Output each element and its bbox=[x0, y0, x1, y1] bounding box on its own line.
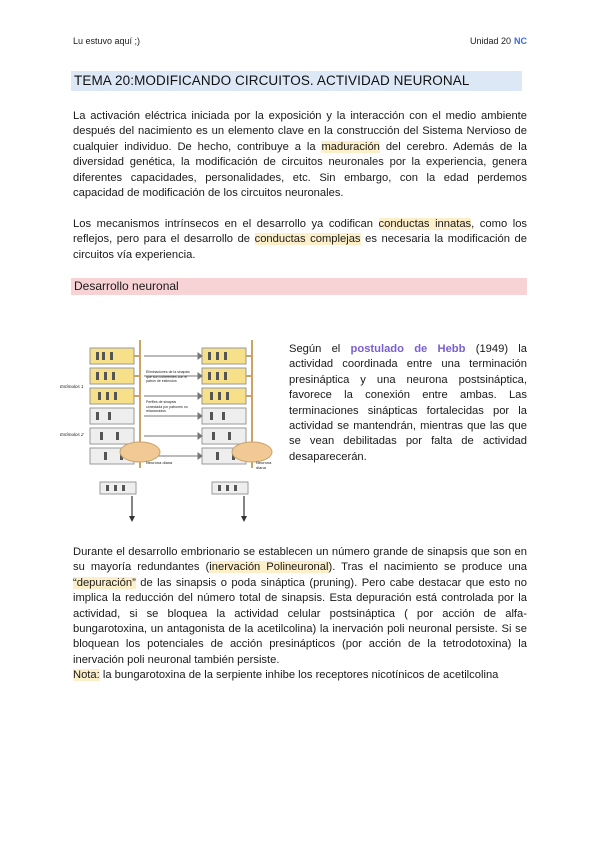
highlight-conductas-complejas: conductas complejas bbox=[254, 233, 361, 246]
page-title: TEMA 20:MODIFICANDO CIRCUITOS. ACTIVIDAD NEURONAL bbox=[71, 71, 522, 91]
label-estimulos-2: Estímulos 2 bbox=[60, 432, 84, 437]
highlight-maduracion: maduración bbox=[321, 140, 380, 153]
section-heading: Desarrollo neuronal bbox=[71, 278, 527, 295]
intro-paragraph-1: La activación eléctrica iniciada por la exposición y la interacción con el medio ambiente después del nacimiento es un elemento clave en la construcción del Sistema Nervioso de cualquier individuo. De hecho, contribuye a la maduración del cerebro. Además de la diversidad genética, la modificación de circuitos neuronales por la experiencia, genera diferentes capacidades, personalidades, etc. Sin embargo, con la edad perdemos capacidad de modificación de los circuitos neuronales. bbox=[73, 110, 527, 200]
label-neurona-right: Neurona diana bbox=[256, 460, 272, 470]
hebb-figure bbox=[60, 340, 282, 524]
note-top: Eliminaciones de la sinapsis que son coherentes con el patrón de estímulos bbox=[146, 370, 190, 383]
hebb-paragraph: Según el postulado de Hebb (1949) la actividad coordinada entre una terminación presináptica y una neurona postsináptica, favorece la conexión entre ambas. Las terminaciones sinápticas fortalecidas por la actividad se mantendrán, mientras que las que se vean debilitadas por falta de actividad desaparecerán. bbox=[289, 343, 528, 463]
header-note: Lu estuvo aquí ;) bbox=[73, 36, 141, 46]
label-estimulos-1: Estímulos 1 bbox=[60, 384, 84, 389]
highlight-inervacion: inervación Polineuronal bbox=[209, 561, 329, 574]
header-unit bbox=[470, 36, 527, 46]
note-bottom: Perfiles de sinapsis conectada por patrones no relacionados bbox=[146, 400, 188, 413]
hebb-postulate-link[interactable]: postulado de Hebb bbox=[350, 343, 466, 355]
embryonic-paragraph: Durante el desarrollo embrionario se establecen un número grande de sinapsis que son en su mayoría redundantes (inervación Polineuronal). Tras el nacimiento se produce una “depuración” de las sinapsis o poda sináptica (pruning). Pero cabe destacar que esto no implica la reducción del número total de sinapsis. Esta depuración está controlada por la actividad, si se bloquea la actividad celular postsináptica ( por acción de alfa-bungarotoxina, un antagonista de la acetilcolina) la inervación poli neuronal persiste. Si se bloquean los potenciales de acción presinápticos (por acción de la tetrodotoxina) la inervación poli neuronal también persiste. Nota: la bungarotoxina de la serpiente inhibe los receptores nicotínicos de acetilcolina bbox=[73, 546, 528, 682]
highlight-conductas-innatas: conductas innatas bbox=[378, 218, 472, 230]
initials: NC bbox=[514, 36, 527, 46]
nota-label: Nota: bbox=[73, 669, 100, 682]
highlight-depuracion: “depuración” bbox=[73, 576, 136, 589]
unit-label: Unidad 20 bbox=[469, 36, 511, 46]
intro-paragraph-2: Los mecanismos intrínsecos en el desarrollo ya codifican conductas innatas, como los reflejos, pero para el desarrollo de conductas complejas es necesaria la modificación de circuitos vía experiencia. bbox=[73, 218, 528, 261]
label-neurona-left: Neurona diana bbox=[146, 460, 173, 465]
